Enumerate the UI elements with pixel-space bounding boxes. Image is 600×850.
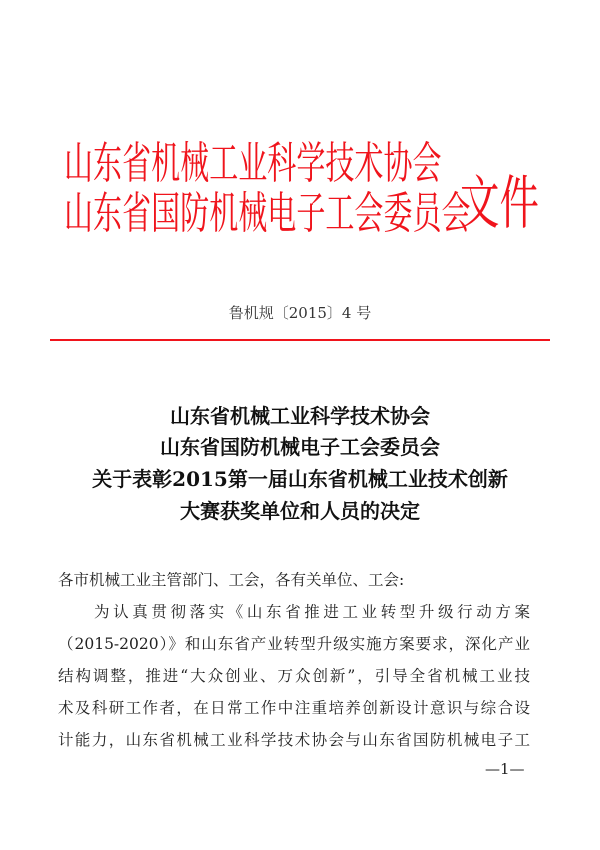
body-line: 术及科研工作者，在日常工作中注重培养创新设计意识与综合设	[58, 699, 530, 717]
salutation: 各市机械工业主管部门、工会，各有关单位、工会:	[58, 571, 405, 589]
title-line-4: 大赛获奖单位和人员的决定	[180, 499, 420, 523]
body-line: 为认真贯彻落实《山东省推进工业转型升级行动方案	[94, 603, 530, 621]
title-line-1: 山东省机械工业科学技术协会	[170, 404, 430, 428]
document-type-label: 文件	[460, 169, 539, 237]
document-number: 鲁机规〔2015〕4 号	[228, 304, 372, 322]
body-line: 结构调整，推进“大众创业、万众创新”，引导全省机械工业技	[58, 667, 530, 685]
body-line: 计能力，山东省机械工业科学技术协会与山东省国防机械电子工	[58, 731, 530, 749]
title-line-2: 山东省国防机械电子工会委员会	[160, 435, 440, 459]
body-line: （2015-2020）》和山东省产业转型升级实施方案要求，深化产业	[58, 635, 530, 653]
red-divider	[50, 339, 550, 341]
page-number: —1—	[485, 760, 525, 778]
title-line-3: 关于表彰2015第一届山东省机械工业技术创新	[92, 467, 508, 491]
issuer-org-1: 山东省机械工业科学技术协会	[64, 138, 442, 189]
document-body	[58, 568, 530, 760]
issuer-org-2: 山东省国防机械电子工会委员会	[64, 188, 471, 239]
